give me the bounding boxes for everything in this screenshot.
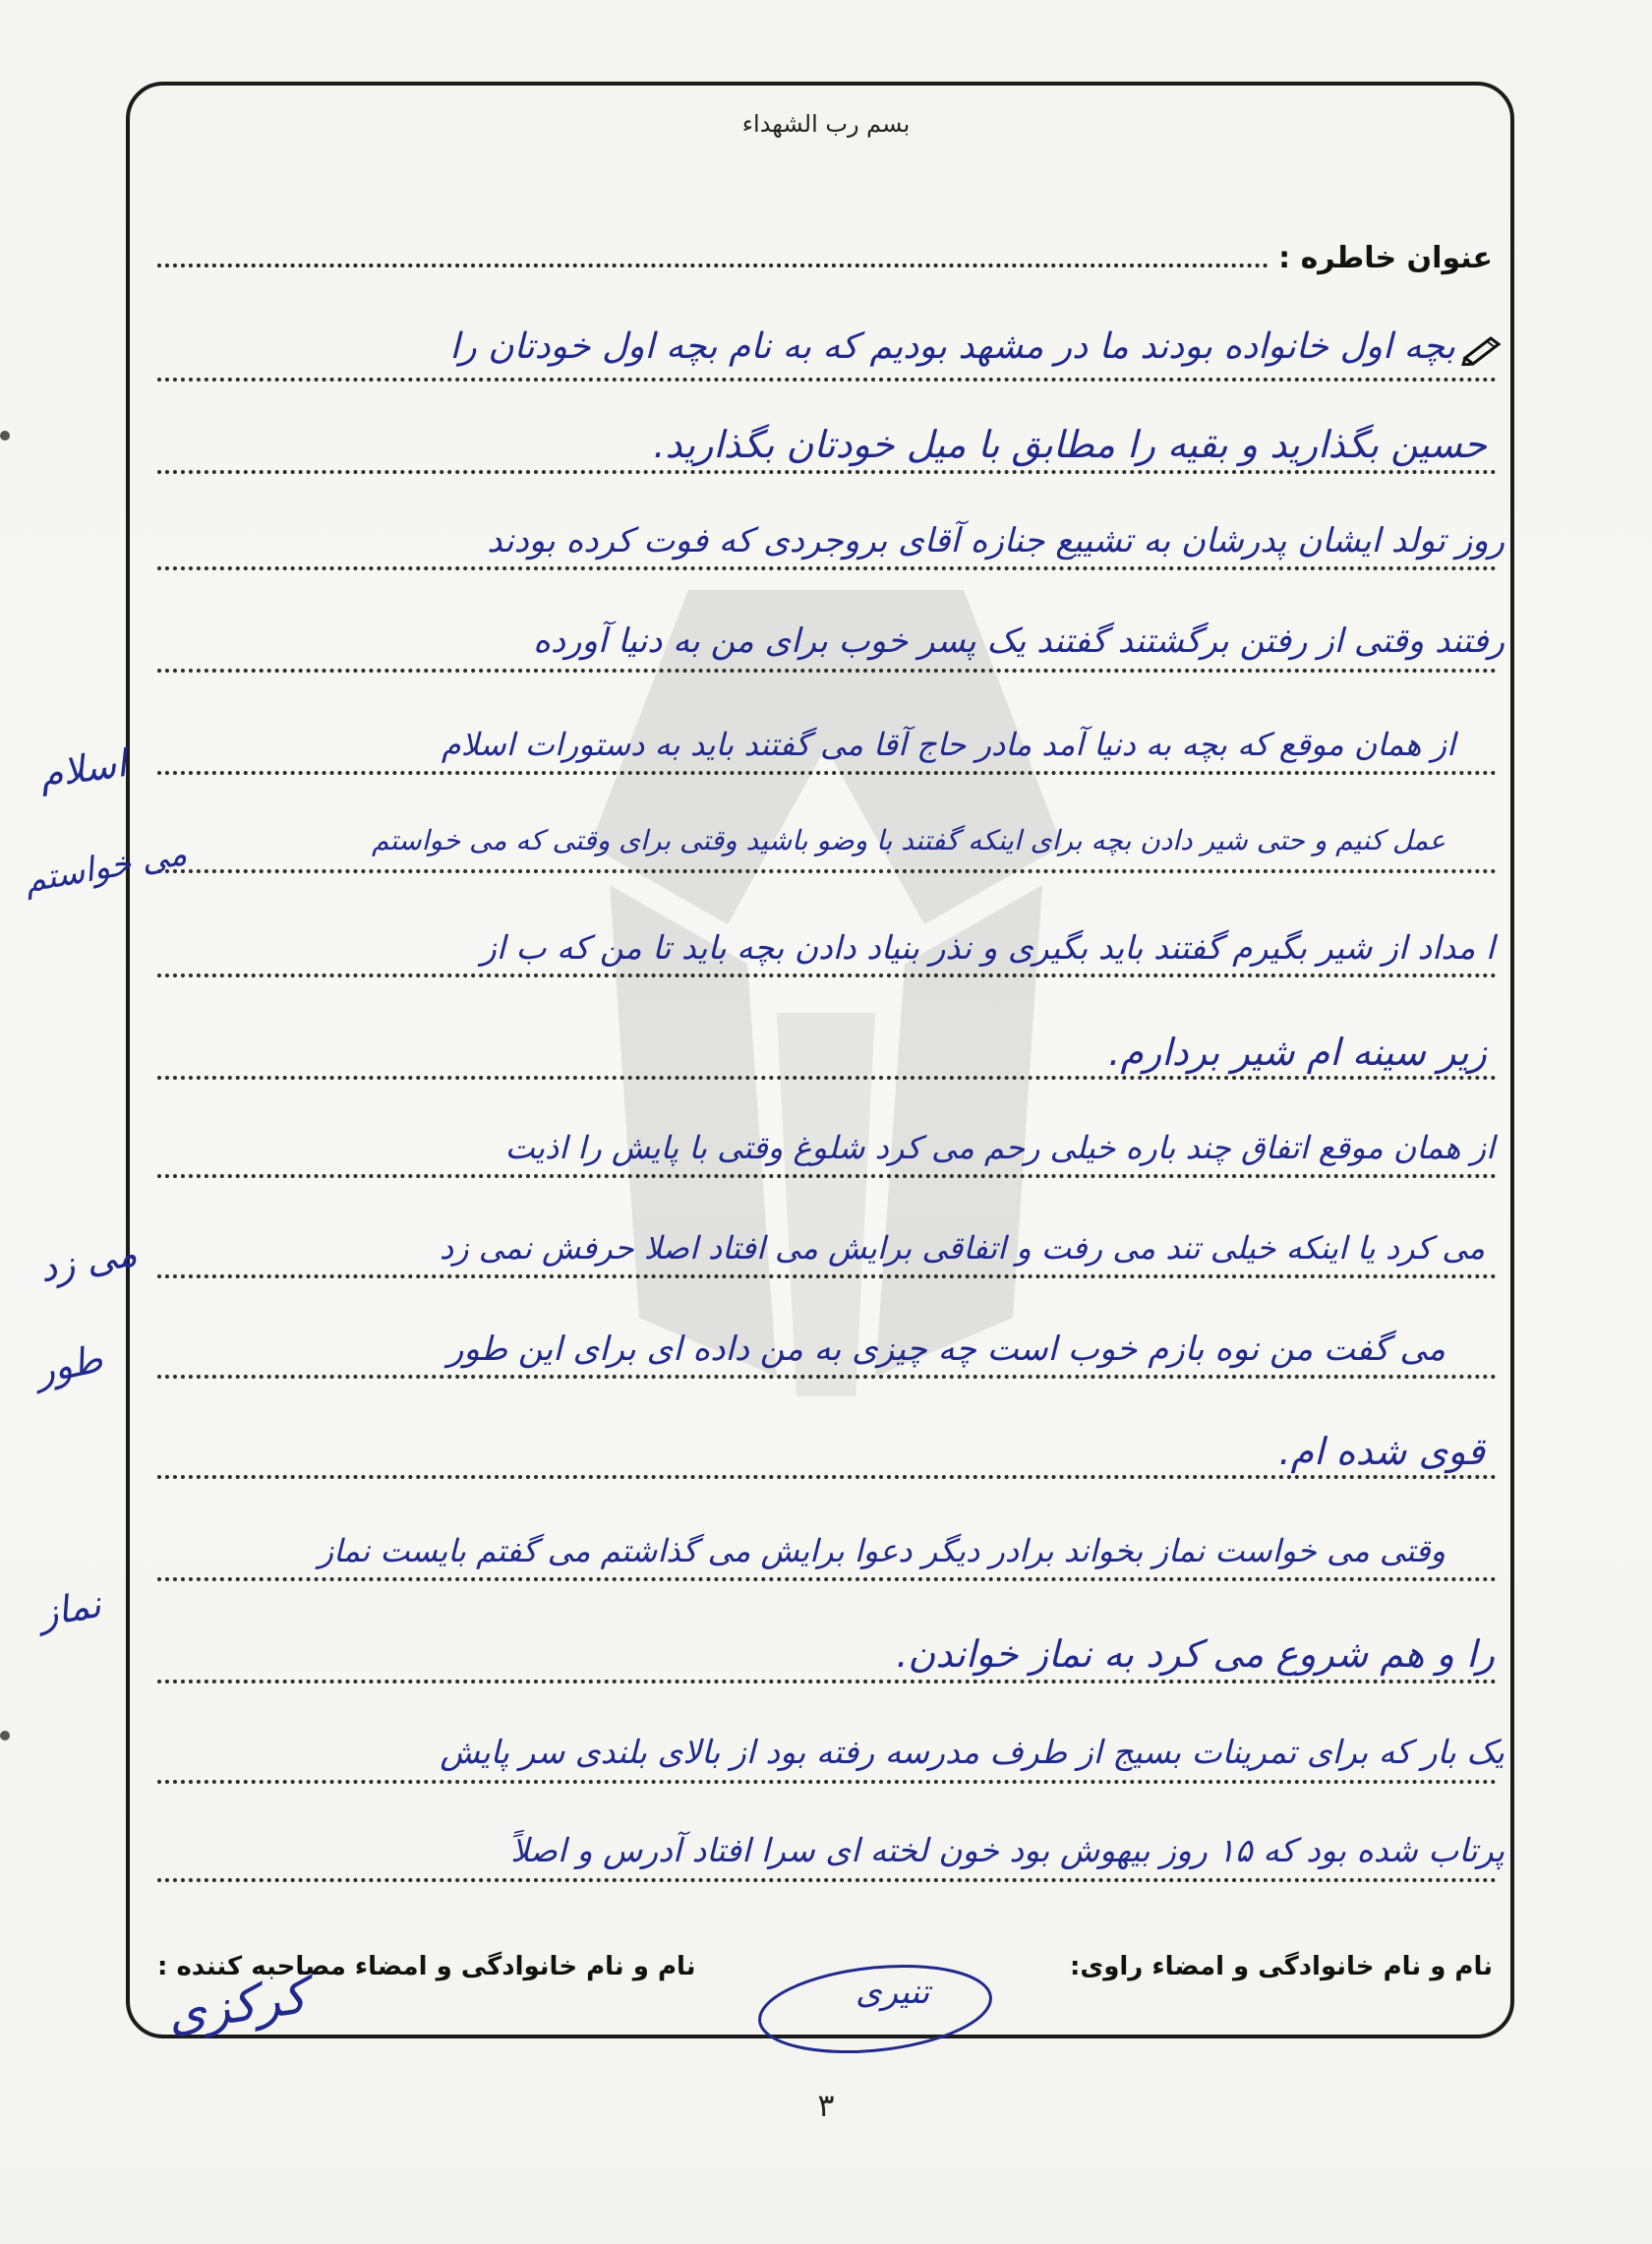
handwritten-line: حسین بگذارید و بقیه را مطابق با میل خودتان بگذارید. [653,423,1487,466]
ruled-line [157,1076,1497,1080]
memory-title-dotted-line [157,264,1268,267]
handwritten-line: ا مداد از شیر بگیرم گفتند باید بگیری و نذر بنیاد دادن بچه باید تا من که ب از [480,928,1495,967]
ruled-line [157,378,1497,382]
handwritten-line: یک بار که برای تمرینات بسیج از طرف مدرسه رفته بود از بالای بلندی سر پایش [440,1733,1504,1771]
handwritten-line: را و هم شروع می کرد به نماز خواندن. [896,1632,1495,1676]
page-number: ۳ [817,2087,835,2124]
margin-note: می زد [35,1230,141,1291]
ruled-line [157,1780,1497,1784]
ruled-line [157,1475,1497,1479]
ruled-line [157,771,1497,775]
writing-pen-icon [1461,332,1504,366]
ruled-line [157,869,1497,873]
handwritten-line: عمل کنیم و حتی شیر دادن بچه برای اینکه گفتند با وضو باشید وقتی برای وقتی که می خواستم [372,824,1446,856]
interviewer-signature: تنیری [856,1973,930,2012]
margin-note: اسلام [36,741,130,797]
ruled-line [157,470,1497,474]
handwritten-line: از همان موقع اتفاق چند باره خیلی رحم می کرد شلوغ وقتی با پایش را اذیت [504,1129,1495,1166]
interviewer-signature-label: نام و نام خانوادگی و امضاء مصاحبه کننده : [157,1952,696,1981]
handwritten-line: می گفت من نوه بازم خوب است چه چیزی به من داده ای برای این طور [447,1329,1446,1369]
ruled-line [157,566,1497,570]
ruled-line [157,1375,1497,1379]
handwritten-line: قوی شده ام. [1278,1430,1485,1473]
handwritten-line: زیر سینه ام شیر بردارم. [1108,1031,1487,1074]
ruled-line [157,974,1497,977]
punch-hole-mark [0,1731,10,1741]
handwritten-line: وقتی می خواست نماز بخواند برادر دیگر دعوا برایش می گذاشتم می گفتم بایست نماز [318,1532,1446,1569]
handwritten-line: بچه اول خانواده بودند ما در مشهد بودیم که به نام بچه اول خودتان را [449,326,1455,367]
handwritten-line: رفتند وقتی از رفتن برگشتند گفتند یک پسر خوب برای من به دنیا آورده [533,621,1504,661]
handwritten-line: می کرد یا اینکه خیلی تند می رفت و اتفاقی برایش می افتاد اصلا حرفش نمی زد [439,1229,1485,1267]
narrator-signature-label: نام و نام خانوادگی و امضاء راوی: [1070,1952,1493,1981]
handwritten-line: پرتاب شده بود که ۱۵ روز بیهوش بود خون لخته ای سرا افتاد آدرس و اصلاً [510,1831,1504,1869]
margin-note: می خواستم [21,833,190,902]
ruled-line [157,1274,1497,1278]
ruled-line [157,1680,1497,1683]
handwritten-line: از همان موقع که بچه به دنیا آمد مادر حاج آقا می گفتند باید به دستورات اسلام [441,726,1455,763]
ruled-line [157,1577,1497,1581]
margin-note: نماز [35,1581,104,1636]
memory-title-row [157,228,1493,275]
ruled-line [157,1878,1497,1882]
header-title: بسم رب الشهداء [741,110,911,138]
handwritten-line: روز تولد ایشان پدرشان به تشییع جنازه آقای بروجردی که فوت کرده بودند [487,521,1504,561]
margin-note: طور [31,1336,107,1393]
punch-hole-mark [0,431,10,441]
ruled-line [157,669,1497,673]
ruled-line [157,1174,1497,1178]
narrator-signature: کرکزی [163,1967,311,2043]
memory-title-label: عنوان خاطره : [1278,241,1493,275]
